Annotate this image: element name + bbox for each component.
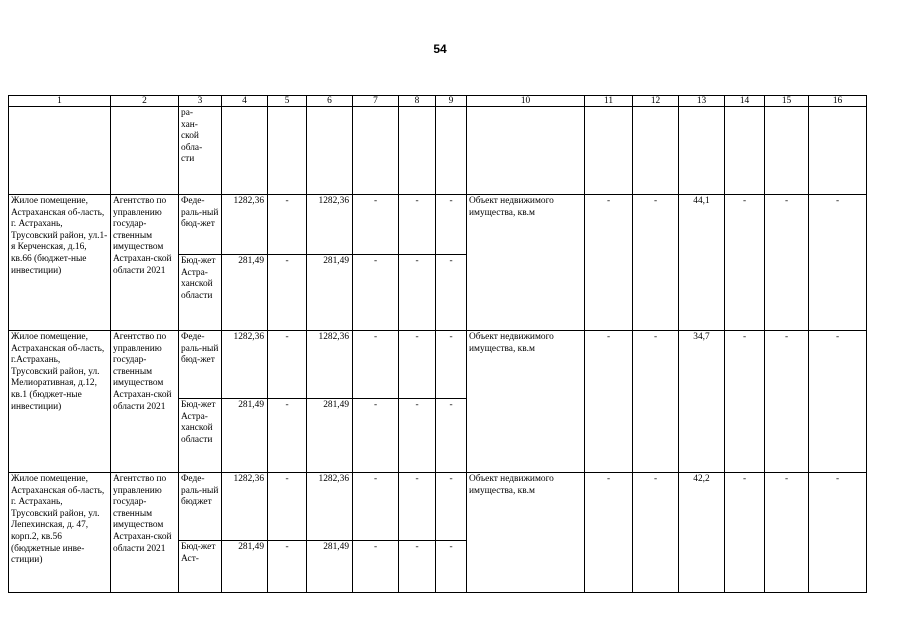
value-col8: - xyxy=(399,195,436,255)
indicator-value: 42,2 xyxy=(679,473,725,593)
table-body xyxy=(9,96,867,593)
continuation-text: ра- хан- ской обла- сти xyxy=(179,107,222,195)
value-col8: - xyxy=(399,541,436,593)
amount-col6: 1282,36 xyxy=(307,195,353,255)
col-header-11: 11 xyxy=(585,96,633,107)
column-number-row xyxy=(9,96,867,107)
value-col14: - xyxy=(725,195,765,331)
amount-col6: 1282,36 xyxy=(307,331,353,399)
col-header-3: 3 xyxy=(179,96,222,107)
amount-col6: 281,49 xyxy=(307,541,353,593)
table-row xyxy=(9,473,867,541)
value-col9: - xyxy=(436,473,467,541)
object-description: Жилое помещение, Астраханская об-ласть, г. Астрахань, Трусовский район, ул.1-я Керченская, д.16, кв.66 (бюджет-ные инвестиции) xyxy=(9,195,111,331)
value-col16: - xyxy=(809,331,867,473)
col-header-13: 13 xyxy=(679,96,725,107)
continuation-row xyxy=(9,107,867,195)
responsible-agency: Агентство по управлению государ-ственным имуществом Астрахан-ской области 2021 xyxy=(111,331,179,473)
value-col12: - xyxy=(633,473,679,593)
col-header-12: 12 xyxy=(633,96,679,107)
funding-source-regional: Бюд-жет Астра-ханской области xyxy=(179,255,222,331)
value-col5: - xyxy=(268,331,307,399)
col-header-4: 4 xyxy=(222,96,268,107)
indicator-value: 34,7 xyxy=(679,331,725,473)
object-description: Жилое помещение, Астраханская об-ласть, г. Астрахань, Трусовский район, ул. Лепехинская, д. 47, корп.2, кв.56 (бюджетные инве-стиции) xyxy=(9,473,111,593)
amount-total: 1282,36 xyxy=(222,195,268,255)
col-header-10: 10 xyxy=(467,96,585,107)
indicator-name: Объект недвижимого имущества, кв.м xyxy=(467,473,585,593)
col-header-15: 15 xyxy=(765,96,809,107)
table-row xyxy=(9,195,867,255)
value-col9: - xyxy=(436,399,467,473)
table-row xyxy=(9,331,867,399)
amount-col6: 281,49 xyxy=(307,255,353,331)
indicator-name: Объект недвижимого имущества, кв.м xyxy=(467,331,585,473)
value-col9: - xyxy=(436,541,467,593)
funding-source-federal: Феде-раль-ный бюд-жет xyxy=(179,331,222,399)
value-col11: - xyxy=(585,473,633,593)
value-col16: - xyxy=(809,195,867,331)
col-header-14: 14 xyxy=(725,96,765,107)
value-col7: - xyxy=(353,331,399,399)
amount-total: 281,49 xyxy=(222,399,268,473)
value-col7: - xyxy=(353,255,399,331)
value-col15: - xyxy=(765,195,809,331)
value-col14: - xyxy=(725,331,765,473)
funding-source-regional: Бюд-жет Аст- xyxy=(179,541,222,593)
funding-source-regional: Бюд-жет Астра-ханской области xyxy=(179,399,222,473)
amount-col6: 281,49 xyxy=(307,399,353,473)
amount-total: 281,49 xyxy=(222,541,268,593)
value-col8: - xyxy=(399,399,436,473)
value-col5: - xyxy=(268,255,307,331)
value-col9: - xyxy=(436,331,467,399)
value-col15: - xyxy=(765,473,809,593)
col-header-16: 16 xyxy=(809,96,867,107)
value-col7: - xyxy=(353,473,399,541)
value-col8: - xyxy=(399,473,436,541)
col-header-5: 5 xyxy=(268,96,307,107)
indicator-value: 44,1 xyxy=(679,195,725,331)
col-header-9: 9 xyxy=(436,96,467,107)
object-description: Жилое помещение, Астраханская об-ласть, г.Астрахань, Трусовский район, ул. Мелиоративная, д.12, кв.1 (бюджет-ные инвестиции) xyxy=(9,331,111,473)
value-col9: - xyxy=(436,195,467,255)
col-header-2: 2 xyxy=(111,96,179,107)
col-header-6: 6 xyxy=(307,96,353,107)
col-header-8: 8 xyxy=(399,96,436,107)
value-col9: - xyxy=(436,255,467,331)
value-col12: - xyxy=(633,195,679,331)
value-col5: - xyxy=(268,399,307,473)
funding-source-federal: Феде-раль-ный бюджет xyxy=(179,473,222,541)
investment-table xyxy=(8,95,867,593)
responsible-agency: Агентство по управлению государ-ственным имуществом Астрахан-ской области 2021 xyxy=(111,473,179,593)
amount-col6: 1282,36 xyxy=(307,473,353,541)
value-col16: - xyxy=(809,473,867,593)
page-number: 54 xyxy=(433,42,447,56)
value-col11: - xyxy=(585,331,633,473)
value-col7: - xyxy=(353,541,399,593)
value-col15: - xyxy=(765,331,809,473)
value-col7: - xyxy=(353,399,399,473)
col-header-7: 7 xyxy=(353,96,399,107)
value-col8: - xyxy=(399,331,436,399)
funding-source-federal: Феде-раль-ный бюд-жет xyxy=(179,195,222,255)
amount-total: 281,49 xyxy=(222,255,268,331)
amount-total: 1282,36 xyxy=(222,331,268,399)
value-col8: - xyxy=(399,255,436,331)
value-col5: - xyxy=(268,541,307,593)
indicator-name: Объект недвижимого имущества, кв.м xyxy=(467,195,585,331)
col-header-1: 1 xyxy=(9,96,111,107)
value-col7: - xyxy=(353,195,399,255)
value-col5: - xyxy=(268,473,307,541)
value-col5: - xyxy=(268,195,307,255)
amount-total: 1282,36 xyxy=(222,473,268,541)
value-col12: - xyxy=(633,331,679,473)
responsible-agency: Агентство по управлению государ-ственным имуществом Астрахан-ской области 2021 xyxy=(111,195,179,331)
value-col11: - xyxy=(585,195,633,331)
value-col14: - xyxy=(725,473,765,593)
